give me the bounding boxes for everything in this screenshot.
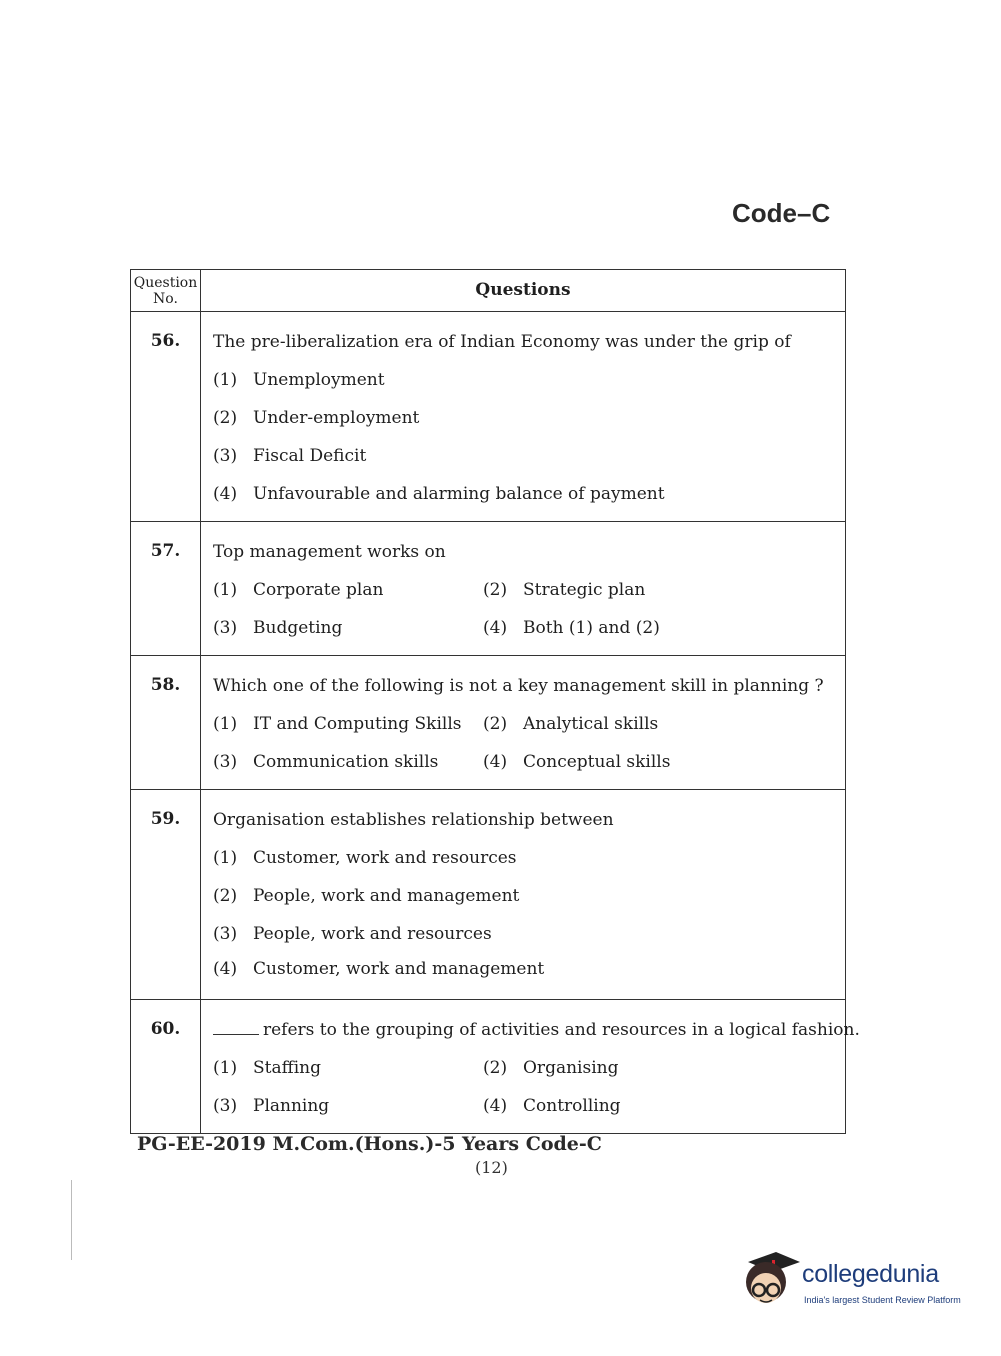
option-number: (3) <box>213 446 238 466</box>
option-number: (4) <box>483 1096 508 1116</box>
option-number: (3) <box>213 924 238 944</box>
option <box>213 885 845 907</box>
option-text: Communication skills <box>253 752 439 772</box>
option <box>213 445 845 467</box>
option-row <box>213 1057 860 1079</box>
question-number: 58. <box>150 675 181 695</box>
question-number-header-line2: No. <box>153 291 178 307</box>
option-number: (2) <box>213 408 238 428</box>
option <box>213 923 845 945</box>
option-text: Corporate plan <box>253 580 384 600</box>
option-text: Customer, work and management <box>253 959 545 979</box>
option <box>483 617 753 639</box>
option-row <box>213 1095 860 1117</box>
option <box>483 1095 753 1117</box>
question-number: 57. <box>150 541 181 561</box>
option <box>213 751 483 773</box>
collegedunia-logo <box>742 1250 967 1310</box>
option <box>213 958 845 980</box>
option-number: (4) <box>483 752 508 772</box>
logo-tagline: India's largest Student Review Platform <box>804 1295 961 1305</box>
question-number: 59. <box>150 809 181 829</box>
option-text: Organising <box>523 1058 619 1078</box>
option <box>213 1095 483 1117</box>
option <box>213 579 483 601</box>
option-text: Conceptual skills <box>523 752 671 772</box>
option <box>213 369 845 391</box>
question-stem-text: refers to the grouping of activities and resources in a logical fashion. <box>263 1020 860 1040</box>
option-number: (4) <box>213 484 238 504</box>
option-number: (1) <box>213 580 238 600</box>
question-number: 56. <box>150 331 181 351</box>
option-text: Fiscal Deficit <box>253 446 367 466</box>
question-number-header-line1: Question <box>133 275 198 291</box>
question-stem: Top management works on <box>213 542 446 562</box>
scan-margin-line <box>71 1180 72 1260</box>
option-number: (1) <box>213 1058 238 1078</box>
option-row <box>213 579 845 601</box>
option-text: Unfavourable and alarming balance of payment <box>253 484 665 504</box>
option <box>213 617 483 639</box>
question-row-57 <box>131 521 845 655</box>
option-row <box>213 751 845 773</box>
option-row <box>213 617 845 639</box>
option-number: (4) <box>213 959 238 979</box>
question-row-58 <box>131 655 845 789</box>
answer-blank <box>213 1034 259 1035</box>
option-text: Controlling <box>523 1096 621 1116</box>
question-stem: Which one of the following is not a key management skill in planning ? <box>213 676 824 696</box>
page-number: (12) <box>475 1158 508 1177</box>
option-number: (4) <box>483 618 508 638</box>
option-text: Unemployment <box>253 370 385 390</box>
logo-wordmark: collegedunia <box>802 1260 939 1288</box>
option <box>213 1057 483 1079</box>
question-table <box>130 269 860 1134</box>
option-number: (2) <box>483 1058 508 1078</box>
option-number: (1) <box>213 848 238 868</box>
table-header-row <box>131 270 845 311</box>
option <box>213 847 845 869</box>
option-number: (3) <box>213 618 238 638</box>
option-text: Both (1) and (2) <box>523 618 660 638</box>
option <box>483 1057 753 1079</box>
question-row-56 <box>131 311 845 521</box>
option <box>213 713 483 735</box>
option-text: Budgeting <box>253 618 343 638</box>
option <box>213 407 845 429</box>
footer-code-line: PG-EE-2019 M.Com.(Hons.)-5 Years Code-C <box>137 1133 602 1155</box>
option <box>483 751 753 773</box>
option-text: Customer, work and resources <box>253 848 517 868</box>
questions-header: Questions <box>475 280 571 300</box>
option <box>483 713 753 735</box>
option-text: Analytical skills <box>523 714 659 734</box>
option-number: (3) <box>213 752 238 772</box>
question-row-59 <box>131 789 845 999</box>
option-number: (1) <box>213 714 238 734</box>
option <box>483 579 753 601</box>
option-text: Strategic plan <box>523 580 646 600</box>
option-number: (2) <box>213 886 238 906</box>
option-text: IT and Computing Skills <box>253 714 462 734</box>
option-row <box>213 713 845 735</box>
option-number: (3) <box>213 1096 238 1116</box>
question-number: 60. <box>150 1019 181 1039</box>
code-label: Code–C <box>732 198 831 228</box>
mascot-icon <box>742 1250 800 1310</box>
question-stem: The pre-liberalization era of Indian Economy was under the grip of <box>213 332 791 352</box>
question-row-60 <box>131 999 860 1133</box>
option-text: Planning <box>253 1096 330 1116</box>
option-text: People, work and management <box>253 886 520 906</box>
option-text: People, work and resources <box>253 924 492 944</box>
question-stem: Organisation establishes relationship between <box>213 810 614 830</box>
option-number: (2) <box>483 714 508 734</box>
option-text: Staffing <box>253 1058 321 1078</box>
option-number: (1) <box>213 370 238 390</box>
option-number: (2) <box>483 580 508 600</box>
question-stem <box>213 1000 860 1041</box>
question-number-header <box>131 270 201 311</box>
option-text: Under-employment <box>253 408 420 428</box>
option <box>213 483 845 505</box>
